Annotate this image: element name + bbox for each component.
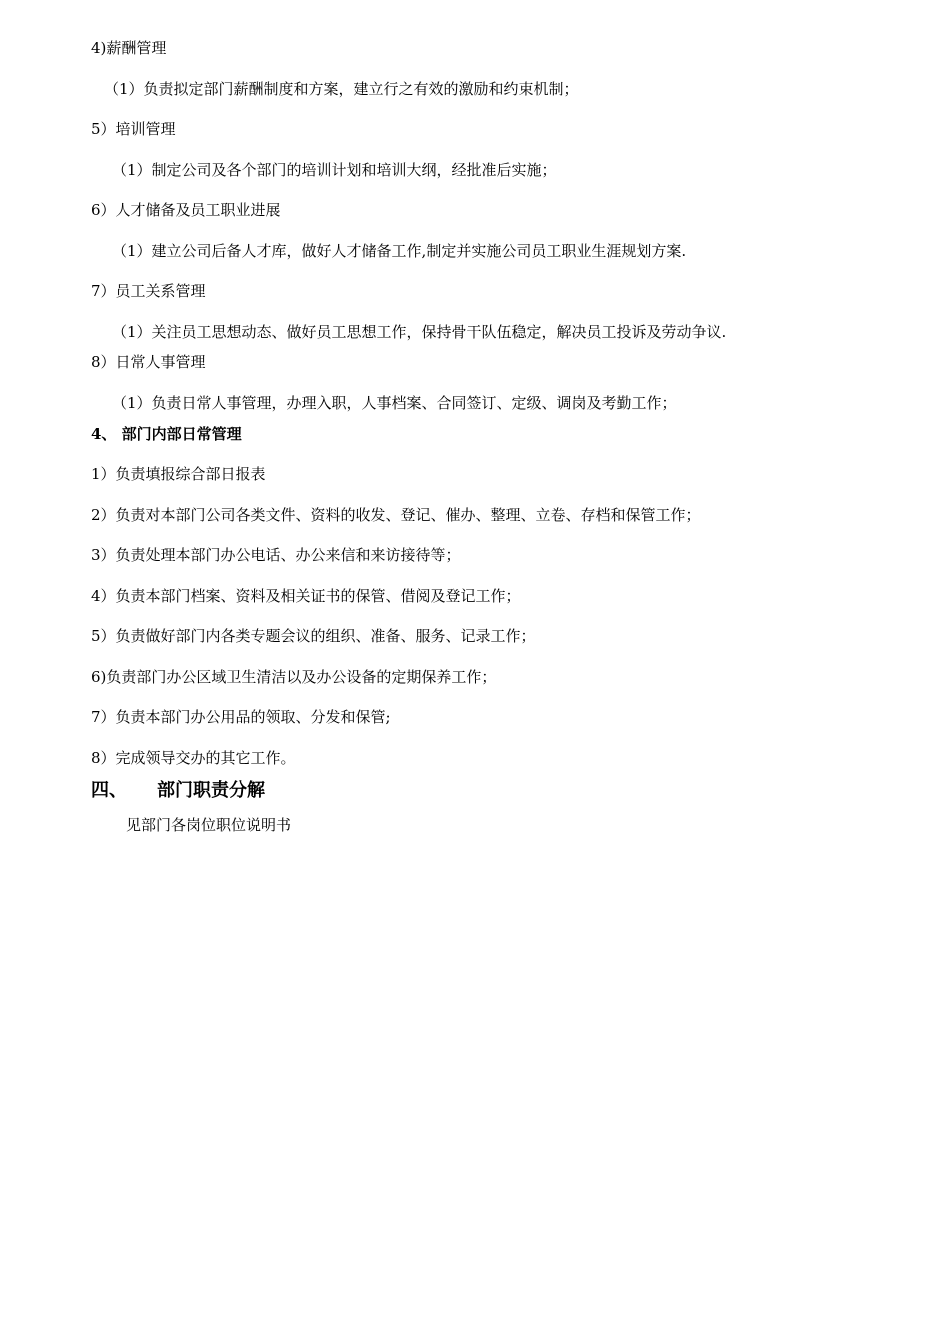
list-item: 4）负责本部门档案、资料及相关证书的保管、借阅及登记工作；: [91, 587, 521, 605]
item-daily-hr: 8）日常人事管理: [91, 353, 206, 371]
section-title: 部门职责分解: [157, 780, 265, 801]
item-talent-detail: （1）建立公司后备人才库，做好人才储备工作,制定并实施公司员工职业生涯规划方案.: [112, 242, 687, 260]
list-item: 2）负责对本部门公司各类文件、资料的收发、登记、催办、整理、立卷、存档和保管工作；: [91, 506, 701, 524]
item-daily-hr-detail: （1）负责日常人事管理，办理入职，人事档案、合同签订、定级、调岗及考勤工作；: [112, 394, 677, 412]
item-salary-detail: （1）负责拟定部门薪酬制度和方案，建立行之有效的激励和约束机制；: [104, 80, 579, 98]
closing-note: 见部门各岗位职位说明书: [126, 816, 292, 834]
item-training-management: 5）培训管理: [91, 120, 176, 138]
section-number: 四、: [91, 780, 127, 801]
subsection-heading: 4、 部门内部日常管理: [91, 425, 242, 443]
item-salary-management: 4)薪酬管理: [91, 39, 167, 57]
section-heading: [91, 780, 265, 802]
list-item: 7）负责本部门办公用品的领取、分发和保管;: [91, 708, 391, 726]
item-training-detail: （1）制定公司及各个部门的培训计划和培训大纲，经批准后实施；: [112, 161, 557, 179]
item-employee-relations: 7）员工关系管理: [91, 282, 206, 300]
list-item: 6)负责部门办公区域卫生清洁以及办公设备的定期保养工作；: [91, 668, 497, 686]
list-item: 1）负责填报综合部日报表: [91, 465, 266, 483]
list-item: 5）负责做好部门内各类专题会议的组织、准备、服务、记录工作；: [91, 627, 536, 645]
item-talent-reserve: 6）人才储备及员工职业进展: [91, 201, 281, 219]
list-item: 8）完成领导交办的其它工作。: [91, 749, 296, 767]
list-item: 3）负责处理本部门办公电话、办公来信和来访接待等；: [91, 546, 461, 564]
item-relations-detail: （1）关注员工思想动态、做好员工思想工作，保持骨干队伍稳定，解决员工投诉及劳动争议.: [112, 323, 727, 341]
